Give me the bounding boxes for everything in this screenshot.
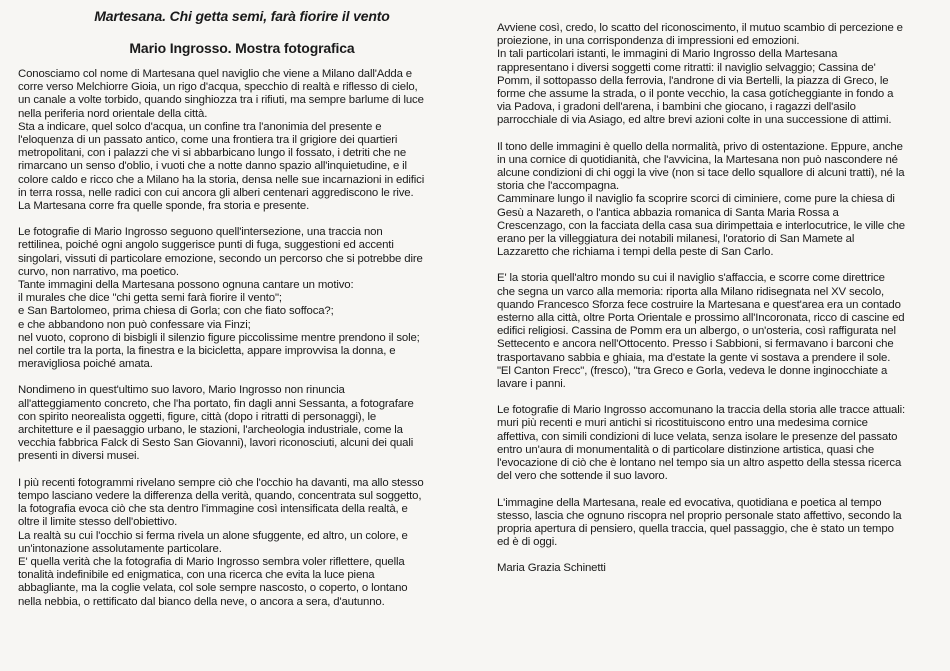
author-signature: Maria Grazia Schinetti <box>497 562 606 575</box>
text-line: un canale a volte torbido, quando singhiozza tra i rifiuti, ma sempre barlume di luce <box>18 94 424 107</box>
text-line: parrocchiale di via Asiago, ed altre brevi azioni colte in una successione di attimi. <box>497 114 892 127</box>
text-line: Lazzaretto che richiama i tempi della peste di San Carlo. <box>497 246 774 259</box>
document-title: Martesana. Chi getta semi, farà fiorire il vento <box>94 8 390 24</box>
text-line: via Padova, i gradoni dell'arena, i bambini che giocano, i ragazzi dell'asilo <box>497 101 856 114</box>
text-line: oltre il limite stesso dell'obiettivo. <box>18 516 178 529</box>
text-line: e San Bartolomeo, prima chiesa di Gorla; con che fiato soffoca?; <box>18 305 334 318</box>
text-line: Avviene così, credo, lo scatto del riconoscimento, il mutuo scambio di percezione e <box>497 22 903 34</box>
text-line: tempo lasciano vedere la differenza della verità, quando, concentrata sul soggetto, <box>18 489 422 502</box>
text-line: stesso, lascia che ognuno riscopra nel proprio personale stato affettivo, secondo la <box>497 509 902 522</box>
text-line: ed è di oggi. <box>497 536 558 549</box>
text-line: Nondimeno in quest'ultimo suo lavoro, Mario Ingrosso non rinuncia <box>18 384 345 397</box>
paragraph <box>497 141 937 260</box>
text-line: Crescenzago, con la facciata della casa sua dirimpettaia e interlocutrice, le ville che <box>497 219 905 232</box>
text-line: Settecento e ancora nell'Ottocento. Presso i Sabbioni, si fermavano i barconi che <box>497 338 894 351</box>
text-line: quando Francesco Sforza fece costruire la Martesana e quest'area era un contado <box>497 298 901 311</box>
paragraph <box>18 68 466 213</box>
text-line: all'atteggiamento concreto, che l'ha portato, fin dagli anni Sessanta, a fotografare <box>18 397 414 410</box>
text-line: rimarcano un senso d'oblio, i vuoti che a notte danno spazio all'inquietudine, e il <box>18 160 407 173</box>
text-line: Le fotografie di Mario Ingrosso accomunano la traccia della storia alle tracce attuali: <box>497 404 905 417</box>
text-line: propria apertura di pensiero, quella traccia, quel passaggio, che è stato un tempo <box>497 522 894 535</box>
text-line: la fotografia evoca ciò che sta dentro l'immagine così intensificata della realtà, e <box>18 503 408 516</box>
text-line: Camminare lungo il naviglio fa scoprire scorci di ciminiere, come pure la chiesa di <box>497 193 895 206</box>
right-column <box>497 22 937 576</box>
paragraph <box>18 226 466 371</box>
text-line: storia che l'accompagna. <box>497 180 620 193</box>
text-line: metropolitani, con i palazzi che vi si abbarbicano lungo il fossato, i detriti che ne <box>18 147 407 160</box>
text-line: presenti in diversi musei. <box>18 450 140 463</box>
text-line: nel vuoto, coprono di bisbigli il silenzio figure piccolissime mentre prendono il sole; <box>18 331 420 344</box>
text-line: I più recenti fotogrammi rivelano sempre ciò che l'occhio ha davanti, ma allo stesso <box>18 476 424 489</box>
document-subtitle: Mario Ingrosso. Mostra fotografica <box>129 40 355 56</box>
text-line: meravigliosa poiché amata. <box>18 358 153 371</box>
text-line: entro un'aura di monumentalità o di particolare distinzione artistica, quasi che <box>497 443 875 456</box>
text-line: La Martesana corre fra quelle sponde, fra storia e presente. <box>18 200 310 213</box>
text-line: che segna un varco alla memoria: riporta alla Milano ridisegnata nel XV secolo, <box>497 285 885 298</box>
text-line: E' quella verità che la fotografia di Mario Ingrosso sembra voler riflettere, quella <box>18 555 405 568</box>
paragraph <box>497 497 937 550</box>
text-line: trasportavano sabbia e ghiaia, ma d'estate la gente vi sostava a prendere il sole. <box>497 351 891 364</box>
text-line: Il tono delle immagini è quello della normalità, privo di ostentazione. Eppure, anche <box>497 140 903 153</box>
text-line: del vero che sottende il suo lavoro. <box>497 470 668 483</box>
text-line: Pomm, il sottopasso della ferrovia, l'androne di via Bertelli, la piazza di Greco, le <box>497 74 889 87</box>
text-line: vecchia fabbrica Falck di Sesto San Giovanni), lavori riconosciuti, alcuni dei quali <box>18 437 414 450</box>
text-line: Gesù a Nazareth, o l'antica abbazia romanica di Santa Maria Rossa a <box>497 206 839 219</box>
text-line: lavare i panni. <box>497 378 566 391</box>
text-line: in terra rossa, nelle radici con cui ancora gli alberi centenari aggrediscono le rive. <box>18 186 414 199</box>
text-line: Conosciamo col nome di Martesana quel naviglio che viene a Milano dall'Adda e <box>18 68 412 80</box>
text-line: corre verso Melchiorre Gioia, un rigo d'acqua, specchio di realtà e riflesso di cielo, <box>18 81 418 94</box>
text-line: "El Canton Frecc", (fresco), "tra Greco e Gorla, vedeva le donne inginocchiate a <box>497 364 888 377</box>
text-line: rappresentano i diversi soggetti come ritratti: il naviglio selvaggio; Cassina de' <box>497 61 876 74</box>
text-line: architetture e il paesaggio urbano, le stazioni, l'archeologia industriale, come la <box>18 424 403 437</box>
text-line: nella nebbia, o rettificato dal bianco della neve, o ancora a sera, d'autunno. <box>18 595 385 608</box>
left-column <box>18 0 466 609</box>
text-line: proiezione, in una corrispondenza di impressioni ed emozioni. <box>497 35 800 48</box>
paragraph <box>497 22 937 128</box>
text-line: rettilinea, poiché ogni angolo suggerisce punti di fuga, suggestioni ed accenti <box>18 239 394 252</box>
text-line: l'evocazione di ciò che è lontano nel tempo sia un altro aspetto della stessa ricerca <box>497 457 902 470</box>
text-line: singolari, vissuti di particolare emozione, secondo un percorso che si potrebbe dire <box>18 252 423 265</box>
paragraph <box>18 384 466 463</box>
text-line: muri più recenti e muri antichi si ricostituiscono entro una medesima cornice <box>497 417 868 430</box>
text-line: La realtà su cui l'occhio si ferma rivela un alone sfuggente, ed altro, un colore, e <box>18 529 408 542</box>
text-line: In tali particolari istanti, le immagini di Mario Ingrosso della Martesana <box>497 48 838 61</box>
paragraph <box>497 404 937 483</box>
text-line: curvo, non narrativo, ma poetico. <box>18 265 179 278</box>
text-line: Le fotografie di Mario Ingrosso seguono quell'intersezione, una traccia non <box>18 226 383 239</box>
text-line: nel cortile tra la porta, la finestra e la bicicletta, appare improvvisa la donna, e <box>18 345 396 358</box>
text-line: con spirito neorealista oggetti, figure, città (dopo i ritratti di personaggi), le <box>18 410 377 423</box>
text-line: alcune condizioni di chi oggi la vive (non si tace dello squallore di alcuni tratti), né la <box>497 167 905 180</box>
text-line: colore caldo e ricco che a Milano ha la storia, densa nelle sue incarnazioni in edifici <box>18 173 425 186</box>
text-line: abbagliante, ma la coglie velata, col sole sempre nascosto, o coperto, o lontano <box>18 582 408 595</box>
text-line: e che abbandono non può confessare via Finzi; <box>18 318 251 331</box>
text-line: in una cornice di quotidianità, che l'avvicina, la Martesana non può nascondere né <box>497 153 898 166</box>
text-line: E' la storia quell'altro mondo su cui il naviglio s'affaccia, e scorre come direttrice <box>497 272 885 285</box>
text-line: il murales che dice "chi getta semi farà fiorire il vento"; <box>18 292 282 305</box>
text-line: erano per la villeggiatura dei notabili milanesi, l'oratorio di San Mamete al <box>497 233 855 246</box>
text-line: Sta a indicare, quel solco d'acqua, un confine tra l'anonimia del presente e <box>18 120 382 133</box>
paragraph <box>18 477 466 609</box>
text-line: l'eloquenza di un passato antico, come una frontiera tra il grigiore dei quartieri <box>18 134 398 147</box>
text-line: esterno alla città, oltre Porta Orientale e prossimo all'Incoronata, ricco di cascine ed <box>497 312 905 325</box>
paragraph <box>497 272 937 391</box>
text-line: affettiva, con simili condizioni di luce velata, senza isolare le presenze del passato <box>497 430 898 443</box>
text-line: tonalità indefinibile ed enigmatica, con una ricerca che evita la luce piena <box>18 569 375 582</box>
text-line: Tante immagini della Martesana possono ognuna cantare un motivo: <box>18 279 354 292</box>
text-line: nella periferia nord orientale della città. <box>18 107 208 120</box>
text-line: forme che assume la strada, o il ponte vecchio, la casa gotícheggiante in fondo a <box>497 88 894 101</box>
text-line: edifici religiosi. Cassina de Pomm era un albergo, o un'osteria, così raffigurata nel <box>497 325 896 338</box>
text-line: un'intonazione assolutamente particolare. <box>18 542 222 555</box>
text-line: L'immagine della Martesana, reale ed evocativa, quotidiana e poetica al tempo <box>497 496 882 509</box>
